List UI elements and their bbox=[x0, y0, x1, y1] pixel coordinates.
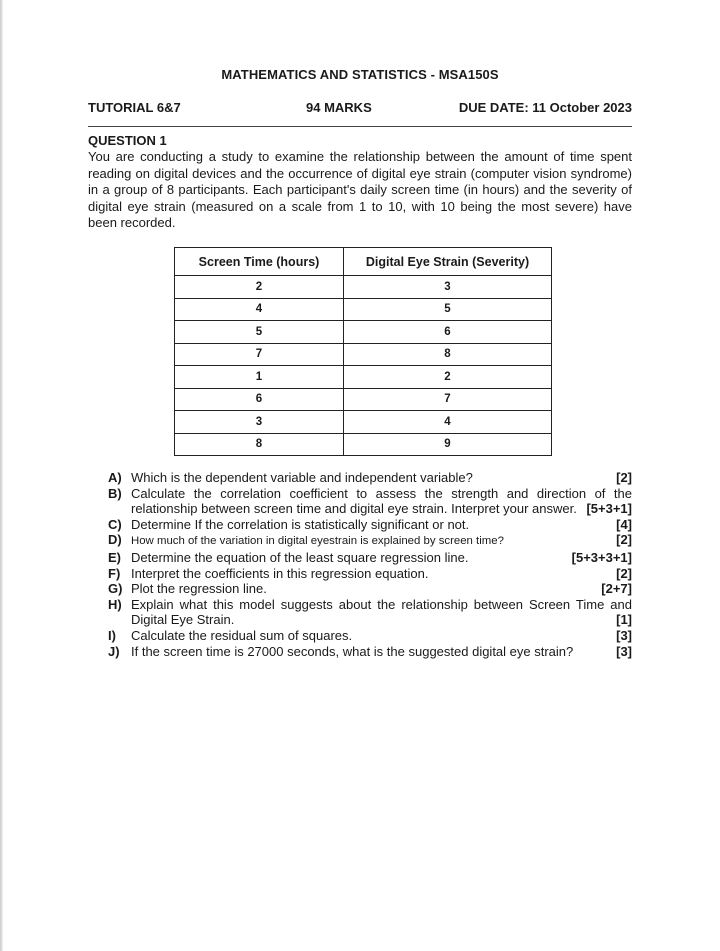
part-marks: [1] bbox=[616, 612, 632, 628]
question-part bbox=[108, 644, 632, 660]
part-text: If the screen time is 27000 seconds, what is the suggested digital eye strain? bbox=[131, 643, 574, 659]
part-marks: [5+3+1] bbox=[586, 501, 632, 517]
question-part bbox=[108, 597, 632, 628]
table-cell: 1 bbox=[175, 366, 344, 389]
question-part bbox=[108, 566, 632, 582]
question-part bbox=[108, 532, 632, 550]
page-edge bbox=[0, 0, 3, 951]
table-cell: 6 bbox=[344, 321, 552, 344]
part-label: J) bbox=[108, 643, 120, 659]
question-part bbox=[108, 581, 632, 597]
part-marks: [2] bbox=[616, 565, 632, 581]
table-row bbox=[175, 276, 552, 299]
due-date: DUE DATE: 11 October 2023 bbox=[458, 100, 632, 115]
part-text: Plot the regression line. bbox=[131, 581, 267, 597]
part-text: Calculate the correlation coefficient to assess the strength and direction of the relationship between screen time and digital eye strain. Interpret your answer. bbox=[131, 485, 632, 517]
table-cell: 8 bbox=[175, 433, 344, 456]
table-cell: 4 bbox=[175, 298, 344, 321]
table-row bbox=[175, 321, 552, 344]
part-marks: [4] bbox=[616, 516, 632, 532]
table-cell: 5 bbox=[175, 321, 344, 344]
question-part bbox=[108, 628, 632, 644]
part-text: Determine the equation of the least square regression line. bbox=[131, 549, 469, 565]
question-parts-list bbox=[108, 470, 632, 659]
part-label: B) bbox=[108, 485, 122, 501]
question-title: QUESTION 1 bbox=[88, 133, 167, 148]
table-header-row bbox=[175, 248, 552, 276]
table-row bbox=[175, 343, 552, 366]
table-cell: 9 bbox=[344, 433, 552, 456]
part-marks: [3] bbox=[616, 643, 632, 659]
part-text: Explain what this model suggests about the relationship between Screen Time and Digital Eye Strain. bbox=[131, 596, 632, 628]
table-cell: 2 bbox=[175, 276, 344, 299]
part-marks: [2] bbox=[616, 470, 632, 485]
document-title: MATHEMATICS AND STATISTICS - MSA150S bbox=[221, 67, 499, 82]
table-cell: 8 bbox=[344, 343, 552, 366]
header-row bbox=[88, 100, 632, 118]
part-label: C) bbox=[108, 516, 122, 532]
part-marks: [3] bbox=[616, 627, 632, 643]
table-row bbox=[175, 388, 552, 411]
table-cell: 7 bbox=[175, 343, 344, 366]
table-cell: 2 bbox=[344, 366, 552, 389]
table-row bbox=[175, 366, 552, 389]
table-cell: 5 bbox=[344, 298, 552, 321]
part-text: Calculate the residual sum of squares. bbox=[131, 627, 353, 643]
table-cell: 4 bbox=[344, 411, 552, 434]
part-label: F) bbox=[108, 565, 121, 581]
part-marks: [5+3+3+1] bbox=[571, 549, 632, 565]
question-part bbox=[108, 486, 632, 517]
table-cell: 3 bbox=[344, 276, 552, 299]
table-row bbox=[175, 298, 552, 321]
part-marks: [2+7] bbox=[601, 581, 632, 597]
table-cell: 6 bbox=[175, 388, 344, 411]
question-part bbox=[108, 517, 632, 533]
table-cell: 3 bbox=[175, 411, 344, 434]
part-label: A) bbox=[108, 470, 122, 485]
part-label: D) bbox=[108, 532, 122, 548]
question-part bbox=[108, 550, 632, 566]
column-header: Screen Time (hours) bbox=[175, 248, 344, 276]
column-header: Digital Eye Strain (Severity) bbox=[344, 248, 552, 276]
question-body: You are conducting a study to examine the relationship between the amount of time spent reading on digital devices and the occurrence of digital eye strain (computer vision syndrome) in a group of 8 participants. Each participant's daily screen time (in hours) and the severity of digital eye strain (measured on a scale from 1 to 10, with 10 being the most severe) have been recorded. bbox=[88, 149, 632, 231]
tutorial-label: TUTORIAL 6&7 bbox=[88, 100, 181, 115]
part-label: G) bbox=[108, 581, 123, 597]
part-text: How much of the variation in digital eyestrain is explained by screen time? bbox=[131, 535, 504, 548]
part-text: Determine If the correlation is statistically significant or not. bbox=[131, 516, 470, 532]
part-label: H) bbox=[108, 596, 122, 612]
table-cell: 7 bbox=[344, 388, 552, 411]
header-divider bbox=[88, 126, 632, 127]
part-label: E) bbox=[108, 549, 121, 565]
table-row bbox=[175, 411, 552, 434]
part-text: Interpret the coefficients in this regression equation. bbox=[131, 565, 429, 581]
data-table bbox=[174, 247, 552, 456]
table-row bbox=[175, 433, 552, 456]
part-marks: [2] bbox=[616, 532, 632, 548]
part-text: Which is the dependent variable and independent variable? bbox=[131, 470, 473, 485]
total-marks: 94 MARKS bbox=[306, 100, 372, 115]
question-part bbox=[108, 470, 632, 486]
part-label: I) bbox=[108, 627, 116, 643]
